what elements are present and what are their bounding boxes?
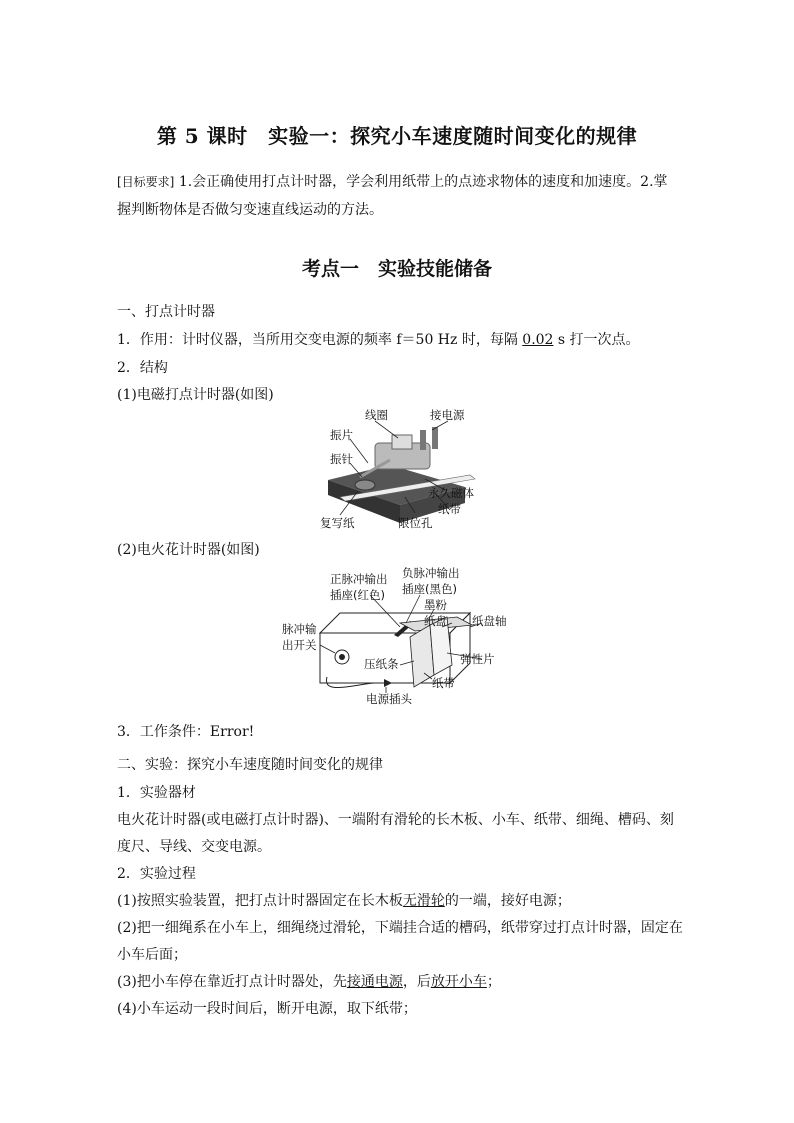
label-coil: 线圈: [365, 408, 388, 422]
step2-line2: 小车后面；: [117, 947, 187, 963]
label-paper-press-strip: 压纸条: [364, 657, 399, 671]
label-disc-axis: 纸盘轴: [472, 614, 507, 628]
section-title: 考点一 实验技能储备: [301, 258, 492, 280]
step3-part-c: ；: [486, 974, 501, 990]
terminal-2: [432, 427, 438, 449]
step3-part-b: ，后: [402, 974, 431, 990]
label-toner: 墨粉: [424, 598, 447, 612]
step3: [117, 972, 501, 992]
step1-part-a: (1)按照实验装置，把打点计时器固定在长木板: [117, 893, 403, 909]
part1-sub2: (2)电火花计时器(如图): [117, 542, 260, 558]
part1-sub1: (1)电磁打点计时器(如图): [117, 387, 274, 403]
label-carbon-paper: 复写纸: [320, 516, 355, 530]
terminal-1: [420, 430, 426, 450]
label-pulse-switch-2: 出开关: [282, 638, 317, 652]
spark-timer-figure: [282, 565, 517, 707]
part2-heading: 二、实验：探究小车速度随时间变化的规律: [117, 757, 383, 773]
label-negative-output-2: 插座(黑色): [402, 582, 457, 596]
equipment-line2: 度尺、导线、交变电源。: [117, 839, 271, 855]
step3-underlined-2: 放开小车: [430, 974, 487, 990]
label-pulse-switch-1: 脉冲输: [282, 622, 317, 636]
part1-item2: 2．结构: [117, 360, 168, 376]
pulse-switch-inner: [339, 654, 345, 660]
interval-value: 0.02: [522, 332, 554, 348]
step4: (4)小车运动一段时间后，断开电源，取下纸带；: [117, 1001, 417, 1017]
label-positive-output-1: 正脉冲输出: [330, 572, 388, 586]
electromagnetic-timer-figure: [320, 405, 495, 533]
part1-item1-prefix: 1．作用：计时仪器，当所用交变电源的频率 f＝50 Hz 时，每隔: [117, 332, 523, 348]
timer-coil-top: [392, 435, 412, 449]
carbon-paper-disc: [355, 480, 375, 490]
label-paper-tape: 纸带: [438, 502, 461, 516]
label-permanent-magnet: 永久磁体: [428, 486, 474, 500]
step1-part-b: 的一端，接好电源；: [444, 893, 571, 909]
part1-item1-suffix: s 打一次点。: [553, 332, 640, 348]
label-paper-tape-2: 纸带: [432, 676, 455, 690]
step1: [117, 891, 571, 911]
label-positive-output-2: 插座(红色): [330, 588, 385, 602]
objectives-text-1: 1.会正确使用打点计时器，学会利用纸带上的点迹求物体的速度和加速度。2.掌: [178, 174, 668, 190]
label-power-plug: 电源插头: [366, 692, 412, 706]
part2-item1: 1．实验器材: [117, 785, 196, 801]
part1-item1: [117, 330, 640, 350]
page-title: 第 5 课时 实验一：探究小车速度随时间变化的规律: [156, 124, 638, 148]
label-limit-hole: 限位孔: [398, 516, 433, 530]
step3-part-a: (3)把小车停在靠近打点计时器处，先: [117, 974, 347, 990]
objectives-line1: [117, 172, 668, 192]
equipment-line1: 电火花计时器(或电磁打点计时器)、一端附有滑轮的长木板、小车、纸带、细绳、槽码、刻: [117, 812, 674, 828]
part1-heading: 一、打点计时器: [117, 304, 215, 320]
label-power-connection: 接电源: [430, 408, 465, 422]
part1-item3: 3．工作条件：Error!: [117, 724, 255, 740]
step1-underlined: 无滑轮: [402, 893, 445, 909]
label-elastic-plate: 弹性片: [460, 652, 495, 666]
part2-item2: 2．实验过程: [117, 866, 196, 882]
step2-line1: (2)把一细绳系在小车上，细绳绕过滑轮，下端挂合适的槽码，纸带穿过打点计时器，固定在: [117, 920, 683, 936]
label-vibrating-needle: 振针: [330, 452, 353, 466]
label-paper-disc: 纸盘: [424, 614, 447, 628]
step3-underlined-1: 接通电源: [346, 974, 403, 990]
label-negative-output-1: 负脉冲输出: [402, 566, 460, 580]
label-vibrating-plate: 振片: [330, 428, 353, 442]
objectives-line2: 握判断物体是否做匀变速直线运动的方法。: [117, 202, 383, 218]
objectives-tag: [目标要求]: [117, 175, 175, 189]
